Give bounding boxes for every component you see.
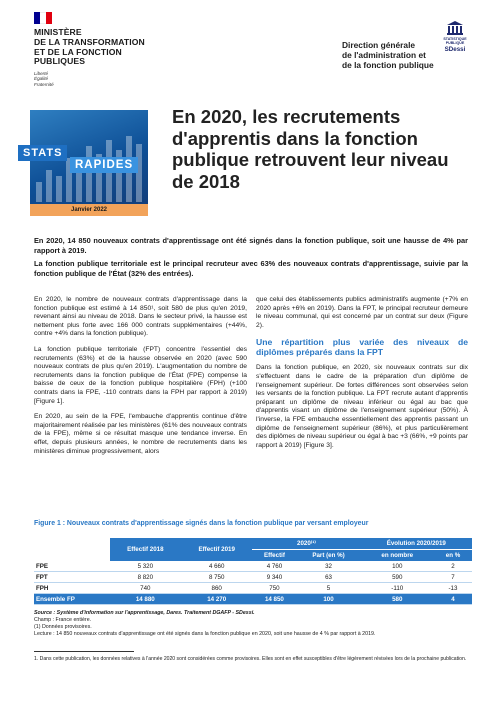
table-cell: 5 [296, 583, 360, 594]
table-header-cell: en nombre [361, 550, 434, 562]
banner-tag-stats: STATS [18, 145, 67, 161]
logo-caption: STATISTIQUE PUBLIQUE [443, 37, 467, 46]
table-cell: 9 340 [252, 572, 296, 583]
table-cell: 14 880 [110, 594, 181, 605]
table-header-cell: Évolution 2020/2019 [361, 538, 472, 550]
page-header [0, 0, 495, 100]
row-label: FPT [34, 572, 110, 583]
table-cell: 4 660 [181, 561, 252, 572]
intro-paragraph: En 2020, 14 850 nouveaux contrats d'apprentissage ont été signés dans la fonction publique, soit une hausse de 4% par rapport à 2019. [34, 236, 468, 255]
publication-date: Janvier 2022 [30, 204, 148, 216]
footnote-divider [34, 651, 134, 652]
data-table [34, 538, 472, 605]
banner-tag-rapides: RAPIDES [70, 157, 138, 173]
table-cell: 100 [361, 561, 434, 572]
table-cell: 750 [252, 583, 296, 594]
table-row [34, 572, 472, 583]
republic-motto: Liberté Égalité Fraternité [34, 71, 54, 87]
table-cell: 860 [181, 583, 252, 594]
intro-paragraph: La fonction publique territoriale est le principal recruteur avec 63% des nouveaux contrats d'apprentissage, suivie par la fonction publique de l'État (32% des entrées). [34, 259, 468, 278]
table-cell: 8 820 [110, 572, 181, 583]
page-title: En 2020, les recrutements d'apprentis dans la fonction publique retrouvent leur niveau de 2018 [172, 106, 449, 192]
table-cell: -110 [361, 583, 434, 594]
scope-note: Champ : France entière. [34, 617, 92, 623]
table-header-row [34, 538, 472, 550]
table-cell: 14 850 [252, 594, 296, 605]
table-cell: 32 [296, 561, 360, 572]
source-note: Source : Système d'information sur l'apprentissage, Dares. Traitement DGAFP - SDessi. [34, 610, 255, 616]
table-cell: 4 760 [252, 561, 296, 572]
body-paragraph: En 2020, au sein de la FPE, l'embauche d'apprentis continue d'être majoritairement réalisée par les ministères (61% des nouveaux contrats de la FPE), même si ce résultat masque une tendance inverse. En effet, depuis plusieurs années, le nombre de recrutements dans les ministères diminue progressivement, alors [34, 413, 247, 455]
building-icon [447, 21, 463, 35]
row-label: Ensemble FP [34, 594, 110, 605]
figure-notes [34, 610, 474, 638]
sdessi-logo [440, 21, 470, 53]
logo-name: SDessi [444, 46, 466, 54]
table-header-cell: Part (en %) [296, 550, 360, 562]
body-paragraph: En 2020, le nombre de nouveaux contrats d'apprentissage dans la fonction publique est estimé à 14 850¹, soit 580 de plus qu'en 2019, revenant ainsi au niveau de 2018. Dans le secteur privé, la hausse est nettement plus forte avec 166 000 contrats supplémentaires (+44%, contre +4% dans la fonction publique). [34, 296, 247, 338]
table-cell: -13 [434, 583, 472, 594]
table-header-cell: Effectif [252, 550, 296, 562]
ministry-name: MINISTÈRE DE LA TRANSFORMATION ET DE LA FONCTION PUBLIQUES [34, 27, 145, 67]
right-column [256, 296, 468, 457]
table-header-cell: en % [434, 550, 472, 562]
reading-note: Lecture : 14 850 nouveaux contrats d'apprentissage ont été signés dans la fonction publique en 2020, soit une hausse de 4 % par rapport à 2019. [34, 631, 376, 637]
table-cell: 14 270 [181, 594, 252, 605]
table-cell: 2 [434, 561, 472, 572]
table-cell: 580 [361, 594, 434, 605]
table-cell: 4 [434, 594, 472, 605]
direction-name: Direction générale de l'administration et de la fonction publique [342, 40, 434, 70]
row-label: FPE [34, 561, 110, 572]
body-paragraph: La fonction publique territoriale (FPT) concentre l'essentiel des recrutements (63%) et de la hausse observée en 2020 (avec 590 nouveaux contrats de plus qu'en 2019). L'augmentation du nombre de recrutements dans la fonction publique de l'État (FPE) compense la baisse de ceux de la fonction publique hospitalière (FPH) (+100 contrats dans la FPE, -110 contrats dans la FPH par rapport à 2019) [Figure 1]. [34, 345, 247, 405]
footnote: 1. Dans cette publication, les données relatives à l'année 2020 sont considérées comme provisoires. Elles sont en effet susceptibles d'être légèrement révisées lors de la prochaine publication. [34, 656, 467, 662]
section-heading: Une répartition plus variée des niveaux de diplômes préparés dans la FPT [256, 337, 468, 358]
left-column [34, 296, 247, 463]
table-header-cell: 2020⁽¹⁾ [252, 538, 360, 550]
table-cell: 100 [296, 594, 360, 605]
table-cell: 8 750 [181, 572, 252, 583]
body-paragraph: que celui des établissements publics administratifs augmente (+7% en 2020 après +6% en 2019). Dans la FPT, le principal recruteur demeure le niveau communal, qui est concerné par un contrat sur deux (Figure 2). [256, 296, 468, 329]
intro-summary [34, 236, 468, 279]
table-header-cell [34, 538, 110, 561]
table-cell: 7 [434, 572, 472, 583]
table-row [34, 583, 472, 594]
figure-title: Figure 1 : Nouveaux contrats d'apprentissage signés dans la fonction publique par versant employeur [34, 520, 369, 527]
table-cell: 740 [110, 583, 181, 594]
table-cell: 5 320 [110, 561, 181, 572]
table-header-cell: Effectif 2018 [110, 538, 181, 561]
body-paragraph: Dans la fonction publique, en 2020, six nouveaux contrats sur dix s'effectuent dans le cadre de la préparation d'un diplôme de l'enseignement supérieur. De fortes différences sont observées selon les versants de la fonction publique. La FPT recrute autant d'apprentis préparant un diplôme de niveau inférieur ou égal au bac que d'apprentis visant un diplôme de l'enseignement supérieur (50%). À l'inverse, la FPE embauche essentiellement des apprentis passant un diplôme de l'enseignement supérieur (86%), et plus particulièrement des diplômes de niveau supérieur ou égal à bac +3 (66%, +9 points par rapport à 2019) [Figure 3]. [256, 364, 468, 449]
table-cell: 63 [296, 572, 360, 583]
row-label: FPH [34, 583, 110, 594]
provisional-note: (1) Données provisoires. [34, 624, 92, 630]
table-row [34, 561, 472, 572]
table-header-cell: Effectif 2019 [181, 538, 252, 561]
table-total-row [34, 594, 472, 605]
table-cell: 590 [361, 572, 434, 583]
republic-flag-logo [34, 12, 52, 24]
